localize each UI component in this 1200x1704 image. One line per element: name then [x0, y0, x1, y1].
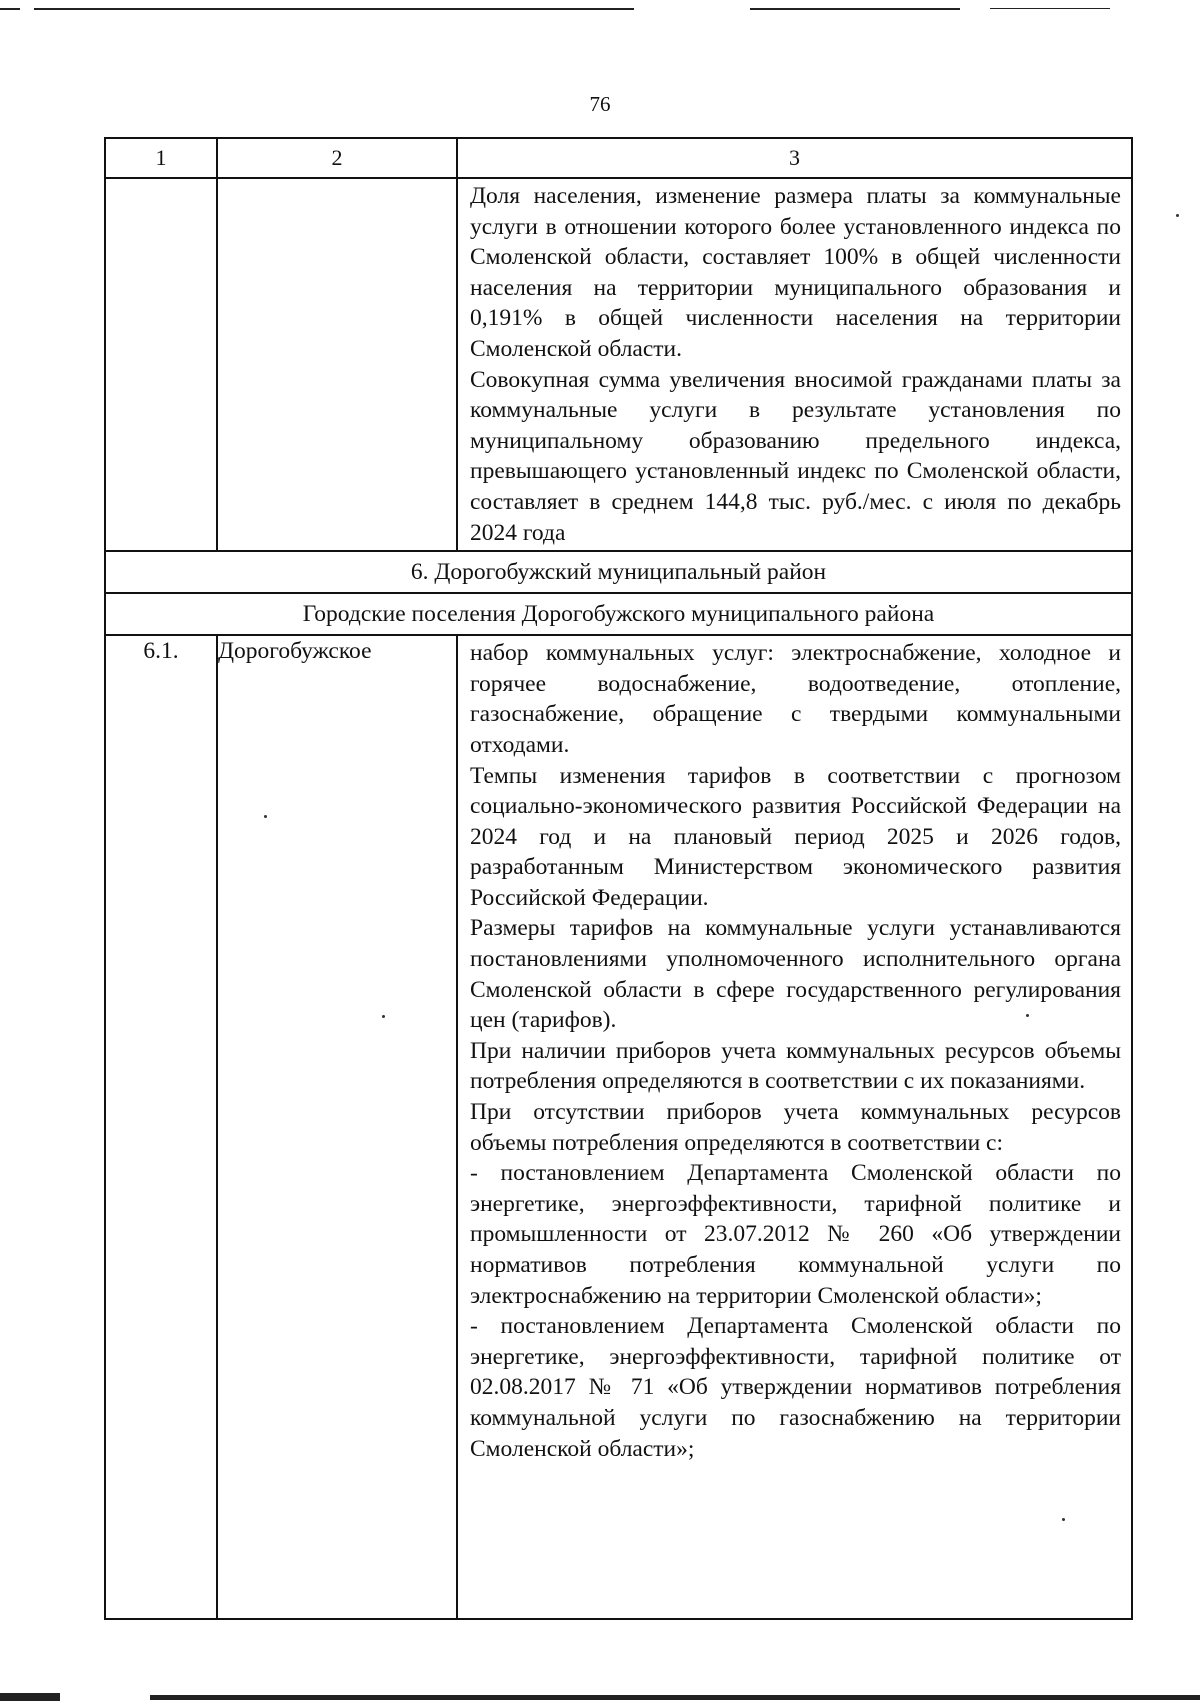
empty-cell [217, 178, 457, 551]
paragraph: Темпы изменения тарифов в соответствии с прогнозом социально-экономического развития Российской Федерации на 2024 год и на плановый период 2025 и 2026 годов, разработанным Министерством экономического развития Российской Федерации. [470, 762, 1121, 911]
paragraph: Размеры тарифов на коммунальные услуги устанавливаются постановлениями уполномоченного исполнительного органа Смоленской области в сфере государственного регулирования цен (тарифов). [470, 915, 1121, 1034]
scan-edge-line [150, 1695, 1200, 1700]
scan-speck [1176, 214, 1179, 217]
column-header: 2 [217, 138, 457, 178]
paragraph: При наличии приборов учета коммунальных ресурсов объемы потребления определяются в соответствии с их показаниями. [470, 1037, 1121, 1095]
column-header: 1 [105, 138, 217, 178]
scan-edge-line [0, 8, 20, 10]
row-description-cell [457, 635, 1132, 1619]
column-header: 3 [457, 138, 1132, 178]
scan-speck [1062, 1518, 1065, 1521]
subsection-title: Городские поселения Дорогобужского муниципального района [105, 593, 1132, 635]
row-name: Дорогобужское [217, 635, 457, 1619]
paragraph: - постановлением Департамента Смоленской области по энергетике, энергоэффективности, тарифной политике и промышленности от 23.07.2012 № 260 «Об утверждении нормативов потребления коммунальной услуги по электроснабжению на территории Смоленской области»; [470, 1160, 1121, 1309]
row-number: 6.1. [105, 635, 217, 1619]
table-row [105, 635, 1132, 1619]
paragraph: Доля населения, изменение размера платы за коммунальные услуги в отношении которого более установленного индекса по Смоленской области, составляет 100% в общей численности населения на территории муниципального образования и 0,191% в общей численности населения на территории Смоленской области. [470, 183, 1121, 362]
page-number: 76 [589, 92, 611, 116]
paragraph: - постановлением Департамента Смоленской области по энергетике, энергоэффективности, тарифной политике от 02.08.2017 № 71 «Об утверждении нормативов потребления коммунальной услуги по газоснабжению на территории Смоленской области»; [470, 1313, 1121, 1462]
paragraph: Совокупная сумма увеличения вносимой гражданами платы за коммунальные услуги в результате установления по муниципальному образованию предельного индекса, превышающего установленный индекс по Смоленской области, составляет в среднем 144,8 тыс. руб./мес. с июля по декабрь 2024 года [470, 366, 1121, 546]
scan-speck [264, 815, 267, 818]
scan-speck [382, 1015, 385, 1018]
scan-edge-line [0, 1693, 60, 1701]
table-row-continuation [105, 178, 1132, 551]
paragraph: При отсутствии приборов учета коммунальных ресурсов объемы потребления определяются в соответствии с: [470, 1099, 1121, 1156]
paragraph: набор коммунальных услуг: электроснабжение, холодное и горячее водоснабжение, водоотведение, отопление, газоснабжение, обращение с твердыми коммунальными отходами. [470, 640, 1121, 758]
scan-edge-line [990, 8, 1110, 9]
section-row [105, 551, 1132, 593]
continuation-cell [457, 178, 1132, 551]
section-title: 6. Дорогобужский муниципальный район [105, 551, 1132, 593]
document-table [104, 137, 1133, 1620]
scan-edge-line [750, 8, 960, 10]
empty-cell [105, 178, 217, 551]
table-header-row [105, 138, 1132, 178]
scan-speck [1026, 1014, 1029, 1017]
subsection-row [105, 593, 1132, 635]
scan-edge-line [34, 8, 634, 10]
